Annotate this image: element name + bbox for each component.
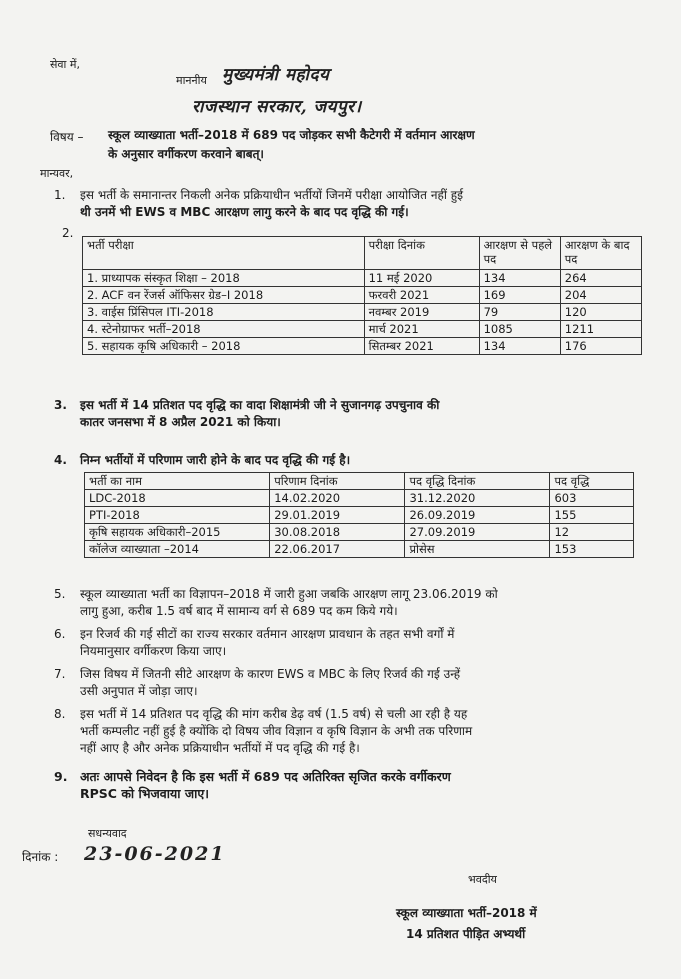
table-cell: 27.09.2019 — [405, 524, 550, 541]
point-5 — [54, 586, 650, 620]
table-cell: 603 — [550, 490, 634, 507]
closing-thanks: सधन्यवाद — [88, 827, 127, 840]
table-cell: 120 — [560, 304, 641, 321]
table-cell: 134 — [479, 338, 560, 355]
point-7-number: 7. — [54, 667, 66, 681]
subject-label: विषय – — [50, 130, 84, 144]
table-cell: फरवरी 2021 — [364, 287, 479, 304]
table-post-result-increase — [84, 472, 634, 558]
point-3-number: 3. — [54, 398, 67, 412]
subject-line-1: स्कूल व्याख्याता भर्ती–2018 में 689 पद जोड़कर सभी कैटेगरी में वर्तमान आरक्षण — [108, 128, 475, 142]
point-3-line-2: कातर जनसभा में 8 अप्रैल 2021 को किया। — [80, 415, 281, 429]
table-cell: 11 मई 2020 — [364, 270, 479, 287]
point-6-line-1: इन रिजर्व की गई सीटों का राज्य सरकार वर्तमान आरक्षण प्रावधान के तहत सभी वर्गों में — [80, 627, 455, 641]
point-1 — [54, 187, 650, 221]
table-header-cell: पद वृद्धि — [550, 473, 634, 490]
table-cell: 134 — [479, 270, 560, 287]
table-row — [83, 338, 642, 355]
table-cell: 14.02.2020 — [270, 490, 405, 507]
point-9-number: 9. — [54, 769, 68, 784]
point-8-number: 8. — [54, 707, 66, 721]
table-cell: 4. स्टेनोग्राफर भर्ती–2018 — [83, 321, 365, 338]
table-cell: 176 — [560, 338, 641, 355]
table-cell: 79 — [479, 304, 560, 321]
point-1-line-2: थी उनमें भी EWS व MBC आरक्षण लागु करने के बाद पद वृद्धि की गई। — [80, 205, 409, 219]
table-cell: 12 — [550, 524, 634, 541]
point-1-line-1: इस भर्ती के समानान्तर निकली अनेक प्रक्रियाधीन भर्तीयों जिनमें परीक्षा आयोजित नहीं हुई — [80, 188, 464, 202]
point-5-line-1: स्कूल व्याख्याता भर्ती का विज्ञापन–2018 में जारी हुआ जबकि आरक्षण लागू 23.06.2019 को — [80, 587, 498, 601]
point-6 — [54, 626, 650, 660]
table-cell: मार्च 2021 — [364, 321, 479, 338]
table-row — [85, 507, 634, 524]
signatory-line-1: स्कूल व्याख्याता भर्ती–2018 में — [396, 906, 537, 920]
point-1-number: 1. — [54, 188, 66, 202]
table-cell: 22.06.2017 — [270, 541, 405, 558]
table-header-cell: भर्ती का नाम — [85, 473, 270, 490]
table-header-cell: आरक्षण के बाद पद — [560, 237, 641, 270]
salutation-to: सेवा में, — [50, 58, 80, 71]
point-3-line-1: इस भर्ती में 14 प्रतिशत पद वृद्धि का वादा शिक्षामंत्री जी ने सुजानगढ़ उपचुनाव की — [80, 398, 440, 412]
table-cell: सितम्बर 2021 — [364, 338, 479, 355]
subject-line-2: के अनुसार वर्गीकरण करवाने बाबत्। — [108, 147, 264, 161]
table-header-cell: आरक्षण से पहले पद — [479, 237, 560, 270]
table-row — [85, 490, 634, 507]
table-cell: 169 — [479, 287, 560, 304]
table-cell: 2. ACF वन रेंजर्स ऑफिसर ग्रेड–I 2018 — [83, 287, 365, 304]
table-cell: कृषि सहायक अधिकारी–2015 — [85, 524, 270, 541]
date-label: दिनांक : — [22, 850, 59, 864]
table-cell: 29.01.2019 — [270, 507, 405, 524]
addressee-office-handwritten: राजस्थान सरकार, जयपुर। — [192, 97, 362, 117]
table-cell: कॉलेज व्याख्याता –2014 — [85, 541, 270, 558]
table-row — [83, 287, 642, 304]
table-pre-exam-posts — [82, 236, 642, 355]
table-cell: 204 — [560, 287, 641, 304]
point-9-line-1: अतः आपसे निवेदन है कि इस भर्ती में 689 पद अतिरिक्त सृजित करके वर्गीकरण — [80, 769, 451, 784]
table-cell: 1085 — [479, 321, 560, 338]
point-2-number: 2. — [62, 226, 74, 240]
point-4 — [54, 452, 650, 469]
point-5-number: 5. — [54, 587, 66, 601]
point-9-line-2: RPSC को भिजवाया जाए। — [80, 786, 209, 801]
table-cell: नवम्बर 2019 — [364, 304, 479, 321]
point-8 — [54, 706, 650, 757]
table-header-cell: पद वृद्धि दिनांक — [405, 473, 550, 490]
table-cell: 30.08.2018 — [270, 524, 405, 541]
table-header-cell: परीक्षा दिनांक — [364, 237, 479, 270]
table-cell: प्रोसेस — [405, 541, 550, 558]
table-row — [83, 321, 642, 338]
point-4-number: 4. — [54, 453, 67, 467]
table-header-cell: भर्ती परीक्षा — [83, 237, 365, 270]
point-8-line-2: भर्ती कम्पलीट नहीं हुई है क्योंकि दो विषय जीव विज्ञान व कृषि विज्ञान के अभी तक परिणाम — [80, 724, 473, 738]
table-row — [83, 270, 642, 287]
point-7-line-2: उसी अनुपात में जोड़ा जाए। — [80, 684, 198, 698]
table-row — [85, 541, 634, 558]
table-header-row — [83, 237, 642, 270]
table-cell: LDC-2018 — [85, 490, 270, 507]
point-6-number: 6. — [54, 627, 66, 641]
table-row — [85, 524, 634, 541]
point-5-line-2: लागु हुआ, करीब 1.5 वर्ष बाद में सामान्य वर्ग से 689 पद कम किये गये। — [80, 604, 398, 618]
table-cell: 264 — [560, 270, 641, 287]
point-6-line-2: नियमानुसार वर्गीकरण किया जाए। — [80, 644, 227, 658]
point-7-line-1: जिस विषय में जितनी सीटे आरक्षण के कारण EWS व MBC के लिए रिजर्व की गई उन्हें — [80, 667, 461, 681]
point-7 — [54, 666, 650, 700]
greeting: मान्यवर, — [40, 167, 74, 180]
table-header-cell: परिणाम दिनांक — [270, 473, 405, 490]
point-8-line-1: इस भर्ती में 14 प्रतिशत पद वृद्धि की मांग करीब डेढ़ वर्ष (1.5 वर्ष) से चली आ रही है यह — [80, 707, 468, 721]
table-cell: PTI-2018 — [85, 507, 270, 524]
table-cell: 5. सहायक कृषि अधिकारी – 2018 — [83, 338, 365, 355]
table-cell: 1211 — [560, 321, 641, 338]
addressee-honorific: माननीय — [176, 74, 207, 87]
table-header-row — [85, 473, 634, 490]
table-cell: 26.09.2019 — [405, 507, 550, 524]
point-8-line-3: नहीं आए है और अनेक प्रक्रियाधीन भर्तीयों में पद वृद्धि की गई है। — [80, 741, 360, 755]
table-cell: 31.12.2020 — [405, 490, 550, 507]
point-4-line-1: निम्न भर्तीयों में परिणाम जारी होने के बाद पद वृद्धि की गई है। — [80, 453, 351, 467]
table-cell: 3. वाईस प्रिंसिपल ITI-2018 — [83, 304, 365, 321]
point-9 — [54, 768, 650, 802]
table-cell: 1. प्राध्यापक संस्कृत शिक्षा – 2018 — [83, 270, 365, 287]
signatory-line-2: 14 प्रतिशत पीड़ित अभ्यर्थी — [406, 927, 526, 941]
date-handwritten: 23-06-2021 — [84, 843, 226, 865]
addressee-title-handwritten: मुख्यमंत्री महोदय — [222, 65, 330, 85]
table-cell: 153 — [550, 541, 634, 558]
point-3 — [54, 397, 650, 431]
table-cell: 155 — [550, 507, 634, 524]
closing-yours: भवदीय — [468, 873, 497, 886]
table-row — [83, 304, 642, 321]
